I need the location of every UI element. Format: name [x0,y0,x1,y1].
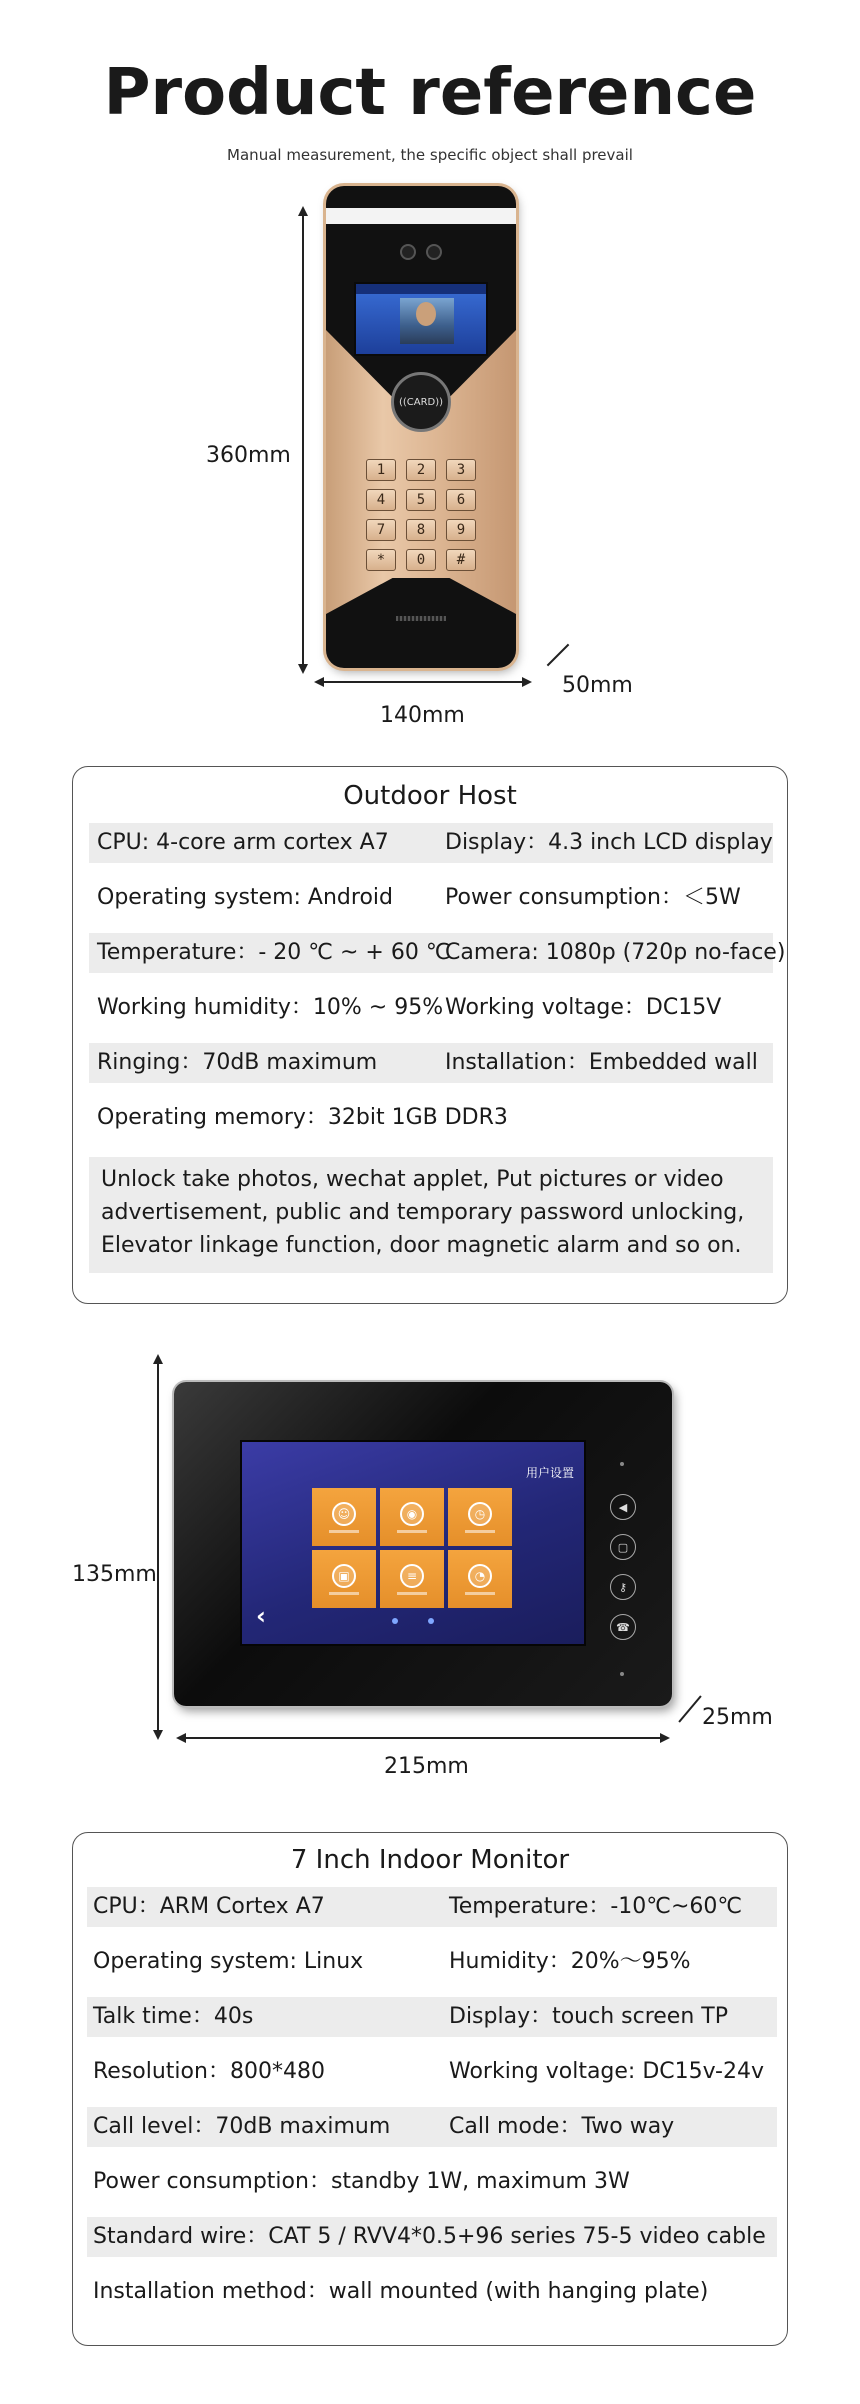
settings-tile [448,1488,512,1546]
spec-row [87,1887,777,1927]
speaker-grille [396,616,446,621]
spec-left: Working humidity：10% ~ 95% [97,995,444,1020]
spec-row [87,1942,777,1982]
spec-left: Operating system: Linux [93,1949,364,1974]
spec-row [87,2217,777,2257]
status-led [620,1672,624,1676]
spec-row [87,2107,777,2147]
camera-icon [426,244,442,260]
outdoor-width-label: 140mm [380,703,465,728]
indoor-specs-box [72,1832,788,2346]
feature-description: Unlock take photos, wechat applet, Put pictures or video advertisement, public and temporary password unlocking, Elevator linkage function, door magnetic alarm and so on. [89,1157,773,1273]
key-7: 7 [366,519,396,541]
disc-icon: ◉ [400,1502,424,1526]
settings-tile [448,1550,512,1608]
spec-row [87,1997,777,2037]
arrow-left-icon [176,1733,186,1743]
volume-icon: ◀ [610,1494,636,1520]
indoor-width-label: 215mm [384,1754,469,1779]
monitor-screen [240,1440,586,1646]
clock-icon: ◷ [468,1502,492,1526]
key-3: 3 [446,459,476,481]
indoor-monitor-image [174,1382,672,1706]
width-dimension-line [184,1737,662,1739]
spec-left: CPU：ARM Cortex A7 [93,1894,325,1919]
camera-icon [400,244,416,260]
arrow-up-icon [298,206,308,216]
sliders-icon: ≡ [400,1564,424,1588]
spec-left: Talk time：40s [93,2004,254,2029]
spec-right: Call mode：Two way [449,2114,675,2139]
timer-icon: ◔ [468,1564,492,1588]
outdoor-host-image [326,186,516,668]
page-dot [392,1618,398,1624]
spec-row [89,1098,773,1138]
arrow-down-icon [298,664,308,674]
spec-row [87,2162,777,2202]
spec-row [89,933,786,973]
back-arrow-icon: ‹ [256,1602,266,1630]
height-dimension-line [157,1362,159,1732]
key-icon: ⚷ [610,1574,636,1600]
outdoor-height-label: 360mm [206,443,291,468]
height-dimension-line [302,214,304,666]
spec-left: Ringing：70dB maximum [97,1050,378,1075]
spec-left: Standard wire：CAT 5 / RVV4*0.5+96 series 75-5 video cable [93,2224,766,2249]
arrow-left-icon [314,677,324,687]
spec-left: Installation method：wall mounted (with hanging plate) [93,2279,709,2304]
spec-right: Working voltage: DC15v-24v [449,2059,765,2084]
spec-left: CPU: 4-core arm cortex A7 [97,830,389,855]
status-led [620,1462,624,1466]
device-screen [354,282,488,356]
key-8: 8 [406,519,436,541]
outdoor-depth-label: 50mm [562,673,633,698]
lock-icon: ▣ [332,1564,356,1588]
spec-row [87,2052,777,2092]
spec-left: Power consumption：standby 1W, maximum 3W [93,2169,630,2194]
settings-tile [380,1550,444,1608]
indoor-depth-label: 25mm [702,1705,773,1730]
key-1: 1 [366,459,396,481]
light-strip [326,208,516,224]
spec-left: Temperature：- 20 ℃ ~ + 60 ℃ [97,940,451,965]
spec-left: Call level：70dB maximum [93,2114,391,2139]
page-subtitle: Manual measurement, the specific object shall prevail [227,146,633,164]
settings-tile [312,1550,376,1608]
page-dot [428,1618,434,1624]
spec-row [89,988,773,1028]
device-bottom-panel [326,578,516,668]
spec-right: Display：4.3 inch LCD display [445,830,773,855]
spec-left: Operating memory：32bit 1GB DDR3 [97,1105,508,1130]
settings-tile [380,1488,444,1546]
key-4: 4 [366,489,396,511]
arrow-right-icon [522,677,532,687]
key-9: 9 [446,519,476,541]
width-dimension-line [322,681,524,683]
spec-right: Temperature：-10℃~60℃ [449,1894,743,1919]
key-hash: # [446,549,476,571]
spec-right: Working voltage：DC15V [445,995,722,1020]
arrow-up-icon [153,1354,163,1364]
spec-left: Operating system: Android [97,885,393,910]
arrow-down-icon [153,1730,163,1740]
key-0: 0 [406,549,436,571]
indoor-specs-title: 7 Inch Indoor Monitor [290,1845,570,1875]
key-5: 5 [406,489,436,511]
spec-right: Humidity：20%～95% [449,1949,691,1974]
page-title: Product reference [103,56,757,130]
phone-icon: ☎ [610,1614,636,1640]
spec-right: Power consumption：＜5W [445,885,741,910]
spec-row [89,1043,773,1083]
spec-right: Installation：Embedded wall [445,1050,758,1075]
indoor-height-label: 135mm [72,1562,157,1587]
arrow-right-icon [660,1733,670,1743]
card-reader-icon: ((CARD)) [391,372,451,432]
key-star: * [366,549,396,571]
spec-right: Camera: 1080p (720p no-face) [445,940,786,965]
settings-tile [312,1488,376,1546]
screen-title: 用户设置 [525,1466,574,1480]
spec-row [87,2272,777,2312]
spec-row [89,823,773,863]
monitor-icon: ▢ [610,1534,636,1560]
depth-dimension-line [547,644,570,667]
spec-row [89,878,773,918]
outdoor-specs-title: Outdoor Host [343,781,517,811]
depth-dimension-line [678,1695,701,1722]
person-icon: ☺ [332,1502,356,1526]
spec-left: Resolution：800*480 [93,2059,325,2084]
key-6: 6 [446,489,476,511]
key-2: 2 [406,459,436,481]
outdoor-specs-box [72,766,788,1304]
spec-right: Display：touch screen TP [449,2004,728,2029]
